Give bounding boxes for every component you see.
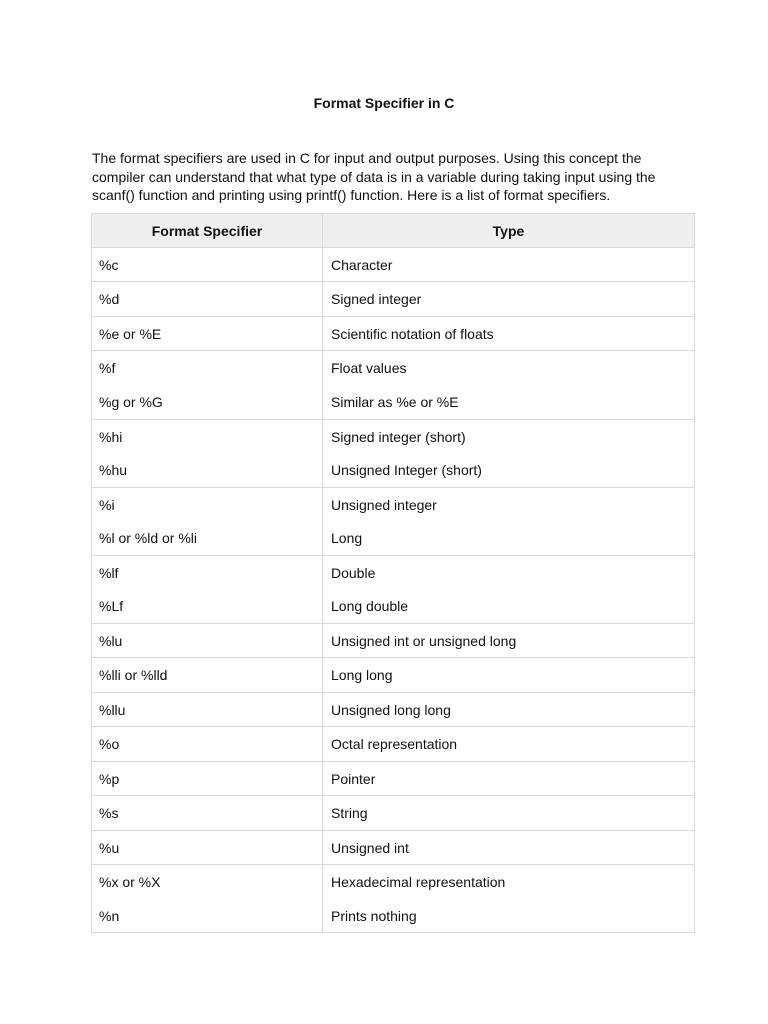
specifier-cell: %c: [92, 248, 323, 281]
table-row: [92, 795, 694, 830]
specifier-cell: %lf: [92, 556, 323, 589]
specifier-cell: %hi: [92, 420, 323, 453]
table-row: [92, 726, 694, 761]
specifier-cell: %lli or %lld: [92, 658, 323, 692]
table-row: [92, 899, 694, 932]
specifier-cell: %o: [92, 727, 323, 761]
type-cell: Octal representation: [331, 736, 458, 752]
type-cell: Long long: [331, 667, 393, 683]
table-row: [92, 657, 694, 692]
specifier-cell: %u: [92, 831, 323, 864]
type-cell: Float values: [331, 360, 407, 376]
specifier-cell: %x or %X: [92, 865, 323, 899]
table-row: [92, 419, 694, 453]
table-row: [92, 521, 694, 555]
table-row: [92, 316, 694, 350]
specifier-cell: %l or %ld or %li: [92, 521, 323, 555]
type-cell: Unsigned long long: [331, 701, 451, 718]
specifier-cell: %n: [92, 899, 323, 932]
type-cell: Signed integer: [331, 291, 422, 307]
type-cell: Unsigned Integer (short): [331, 462, 482, 478]
specifier-cell: %Lf: [92, 589, 323, 623]
type-cell: Long: [331, 530, 363, 546]
type-cell: Scientific notation of floats: [331, 325, 494, 342]
type-cell: Character: [331, 256, 393, 273]
specifier-cell: %hu: [92, 453, 323, 487]
specifier-cell: %d: [92, 282, 323, 316]
type-cell: Long double: [331, 598, 409, 614]
table-row: [92, 350, 694, 385]
specifier-cell: %e or %E: [92, 317, 323, 350]
column-header-type: Type: [492, 222, 525, 239]
specifier-cell: %i: [92, 488, 323, 521]
type-cell: Unsigned int: [331, 839, 409, 856]
type-cell: Prints nothing: [331, 907, 417, 924]
table-row: [92, 281, 694, 316]
type-cell: Hexadecimal representation: [331, 874, 506, 890]
table-row: [92, 623, 694, 657]
table-header-row: [92, 214, 694, 247]
specifier-cell: %lu: [92, 624, 323, 657]
page-title: Format Specifier in C: [313, 95, 455, 111]
table-row: [92, 453, 694, 487]
table-row: [92, 589, 694, 623]
table-row: [92, 830, 694, 864]
type-cell: Unsigned integer: [331, 496, 437, 513]
type-cell: String: [331, 805, 368, 821]
type-cell: Unsigned int or unsigned long: [331, 632, 517, 649]
type-cell: Pointer: [331, 770, 376, 787]
table-row: [92, 487, 694, 521]
type-cell: Signed integer (short): [331, 428, 466, 445]
specifier-cell: %llu: [92, 693, 323, 726]
type-cell: Similar as %e or %E: [331, 394, 459, 410]
specifier-cell: %f: [92, 351, 323, 385]
format-specifier-table: [91, 213, 695, 933]
specifier-cell: %g or %G: [92, 385, 323, 419]
column-header-format-specifier: Format Specifier: [92, 214, 323, 247]
intro-paragraph: The format specifiers are used in C for input and output purposes. Using this concept the compiler can understand that what type of data is in a variable during taking input using the scanf() function and printing using printf() function. Here is a list of format specifiers.: [92, 150, 656, 203]
table-row: [92, 761, 694, 795]
table-row: [92, 555, 694, 589]
type-cell: Double: [331, 564, 376, 581]
table-row: [92, 385, 694, 419]
table-row: [92, 692, 694, 726]
specifier-cell: %s: [92, 796, 323, 830]
specifier-cell: %p: [92, 762, 323, 795]
table-row: [92, 247, 694, 281]
table-row: [92, 864, 694, 899]
